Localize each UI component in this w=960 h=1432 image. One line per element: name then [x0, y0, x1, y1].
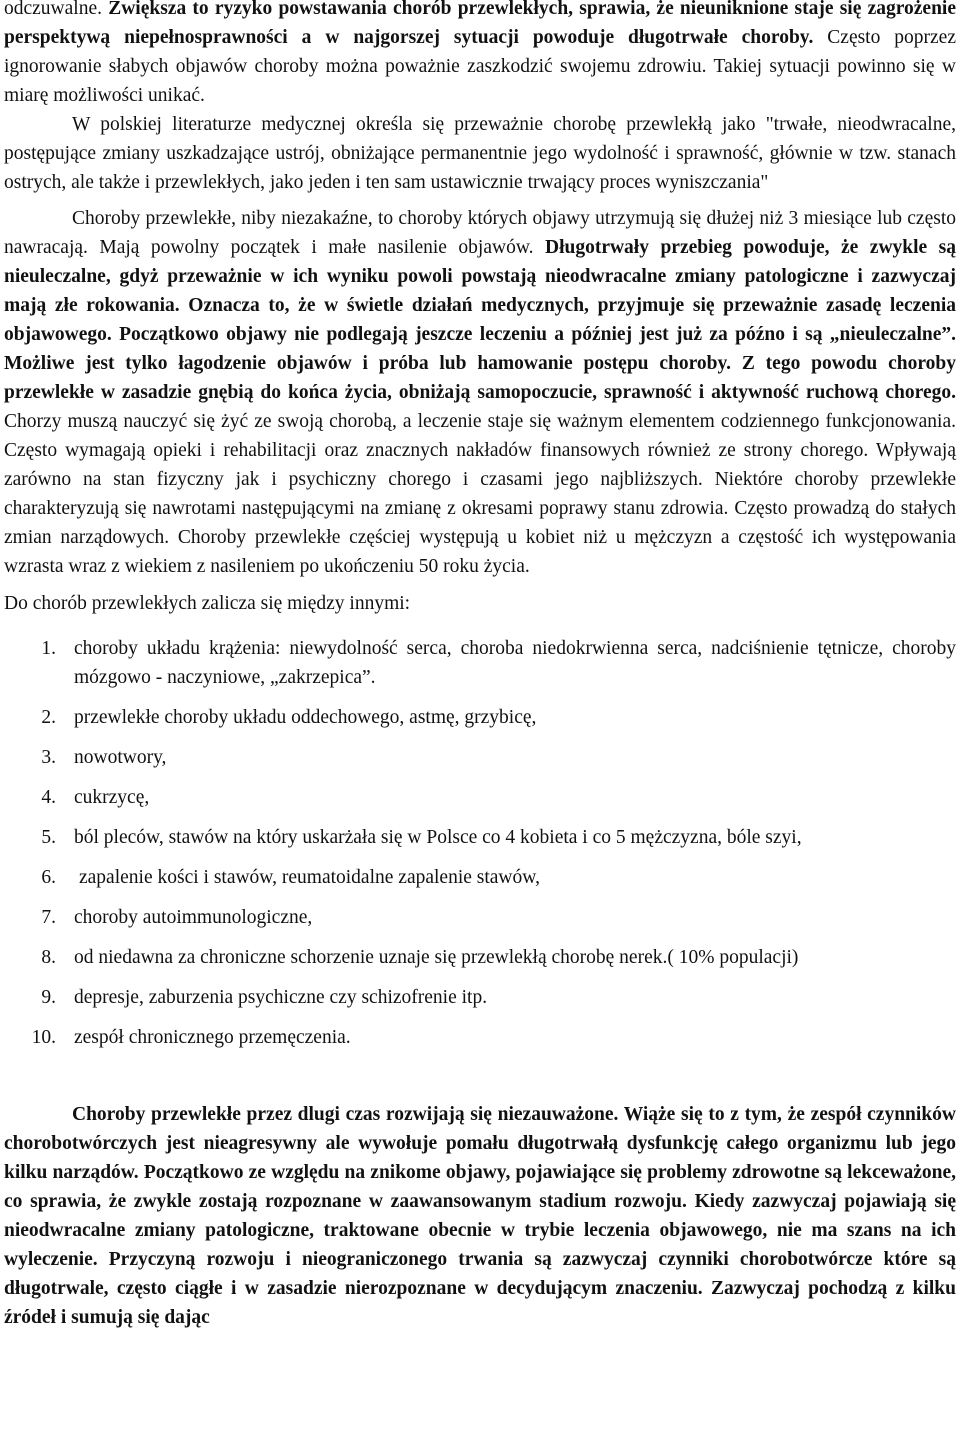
- list-item-text: ból pleców, stawów na który uskarżała się w Polsce co 4 kobieta i co 5 mężczyzna, bóle szyi,: [74, 827, 802, 848]
- list-item: [4, 703, 956, 732]
- list-item-text: nowotwory,: [74, 747, 167, 768]
- list-item-text: przewlekłe choroby układu oddechowego, astmę, grzybicę,: [74, 707, 537, 728]
- list-item-text: zapalenie kości i stawów, reumatoidalne zapalenie stawów,: [79, 867, 540, 888]
- list-item: [4, 903, 956, 932]
- paragraph-characteristics-part1: Choroby przewlekłe, niby niezakaźne, to choroby których objawy utrzymują się dłużej niż 3 miesiące lub często nawracają. Mają powolny początek i małe nasilenie objawów.: [4, 208, 956, 258]
- paragraph-characteristics: [4, 204, 956, 581]
- list-item: [4, 823, 956, 852]
- list-item-number: 1.: [41, 638, 56, 659]
- list-item-text: zespół chronicznego przemęczenia.: [74, 1027, 351, 1048]
- list-item-number: 8.: [41, 947, 56, 968]
- paragraph-characteristics-bold: Długotrwały przebieg powoduje, że zwykle są nieuleczalne, gdyż przeważnie w ich wyniku powoli powstają nieodwracalne zmiany patologiczne i zazwyczaj mają złe rokowania. Oznacza to, że w świetle działań medycznych, przyjmuje się przeważnie zasadę leczenia objawowego. Początkowo objawy nie podlegają jeszcze leczeniu a później jest już za późno i są „nieuleczalne”. Możliwe jest tylko łagodzenie objawów i próba lub hamowanie postępu choroby. Z tego powodu choroby przewlekłe w zasadzie gnębią do końca życia, obniżają samopoczucie, sprawność i aktywność ruchową chorego.: [4, 237, 957, 403]
- list-item-number: 7.: [41, 907, 56, 928]
- list-item-number: 9.: [41, 987, 56, 1008]
- paragraph-bold-statement: Zwiększa to ryzyko powstawania chorób przewlekłych, sprawia, że nieuniknione staje się zagrożenie perspektywą niepełnosprawności a w najgorszej sytuacji powoduje długotrwałe choroby.: [4, 0, 956, 48]
- list-item-text: cukrzycę,: [74, 787, 150, 808]
- list-item: [4, 1023, 956, 1052]
- list-item-text: od niedawna za chroniczne schorzenie uznaje się przewlekłą chorobę nerek.( 10% populacji): [74, 947, 799, 968]
- list-item: [4, 634, 956, 692]
- paragraph-closing: Choroby przewlekłe przez dlugi czas rozwijają się niezauważone. Wiąże się to z tym, że zespół czynników chorobotwórczych jest nieagresywny ale wywołuje pomału długotrwałą dysfunkcję całego organizmu lub jego kilku narządów. Początkowo ze względu na znikome objawy, pojawiające się problemy zdrowotne są lekceważone, co sprawia, że zwykle zostają rozpoznane w zaawansowanym stadium rozwoju. Kiedy zazwyczaj pojawiają się nieodwracalne zmiany patologiczne, traktowane obecnie w trybie leczenia objawowego, nie ma szans na ich wyleczenie. Przyczyną rozwoju i nieograniczonego trwania są zazwyczaj czynniki chorobotwórcze które są długotrwale, często ciągłe i w zasadzie nierozpoznane w decydującym znaczeniu. Zazwyczaj pochodzą z kilku źródeł i sumują się dając: [4, 1104, 956, 1328]
- list-item-number: 2.: [41, 707, 56, 728]
- list-item-text: depresje, zaburzenia psychiczne czy schizofrenie itp.: [74, 987, 488, 1008]
- list-item-number: 10.: [31, 1027, 56, 1048]
- list-item: [4, 943, 956, 972]
- list-item: [4, 743, 956, 772]
- list-item-number: 3.: [41, 747, 56, 768]
- list-item: [4, 863, 956, 892]
- paragraph-tail: Często poprzez ignorowanie słabych objawów choroby można poważnie zaszkodzić swojemu zdrowiu. Takiej sytuacji powinno się w miarę możliwości unikać.: [4, 27, 956, 106]
- list-item-text: choroby układu krążenia: niewydolność serca, choroba niedokrwienna serca, nadciśnienie tętnicze, choroby mózgowo - naczyniowe, „zakrzepica”.: [74, 638, 956, 688]
- paragraph-lead: odczuwalne.: [4, 0, 109, 19]
- list-item-text: choroby autoimmunologiczne,: [74, 907, 313, 928]
- list-item-number: 4.: [41, 787, 56, 808]
- list-item-number: 6.: [41, 867, 56, 888]
- disease-list: [4, 634, 956, 1052]
- list-item: [4, 783, 956, 812]
- paragraph-consequences: [4, 0, 956, 110]
- paragraph-characteristics-part2: Chorzy muszą nauczyć się żyć ze swoją chorobą, a leczenie staje się ważnym elementem codziennego funkcjonowania. Często wymagają opieki i rehabilitacji oraz znacznych nakładów finansowych również ze strony chorego. Wpływają zarówno na stan fizyczny jak i psychiczny chorego i czasami jego najbliższych. Niektóre choroby przewlekłe charakteryzują się nawrotami następującymi na zmianę z okresami poprawy stanu zdrowia. Często prowadzą do stałych zmian narządowych. Choroby przewlekłe częściej występują u kobiet niż u mężczyzn a częstość ich występowania wzrasta wraz z wiekiem z nasileniem po ukończeniu 50 roku życia.: [4, 411, 956, 577]
- list-item-number: 5.: [41, 827, 56, 848]
- list-intro: Do chorób przewlekłych zalicza się między innymi:: [4, 593, 411, 614]
- list-item: [4, 983, 956, 1012]
- paragraph-definition: W polskiej literaturze medycznej określa się przeważnie chorobę przewlekłą jako "trwałe, nieodwracalne, postępujące zmiany uszkadzające ustrój, obniżające permanentnie jego wydolność i sprawność, głównie w tzw. stanach ostrych, ale także i przewlekłych, jako jeden i ten sam ustawicznie trwający proces wyniszczania": [4, 114, 956, 193]
